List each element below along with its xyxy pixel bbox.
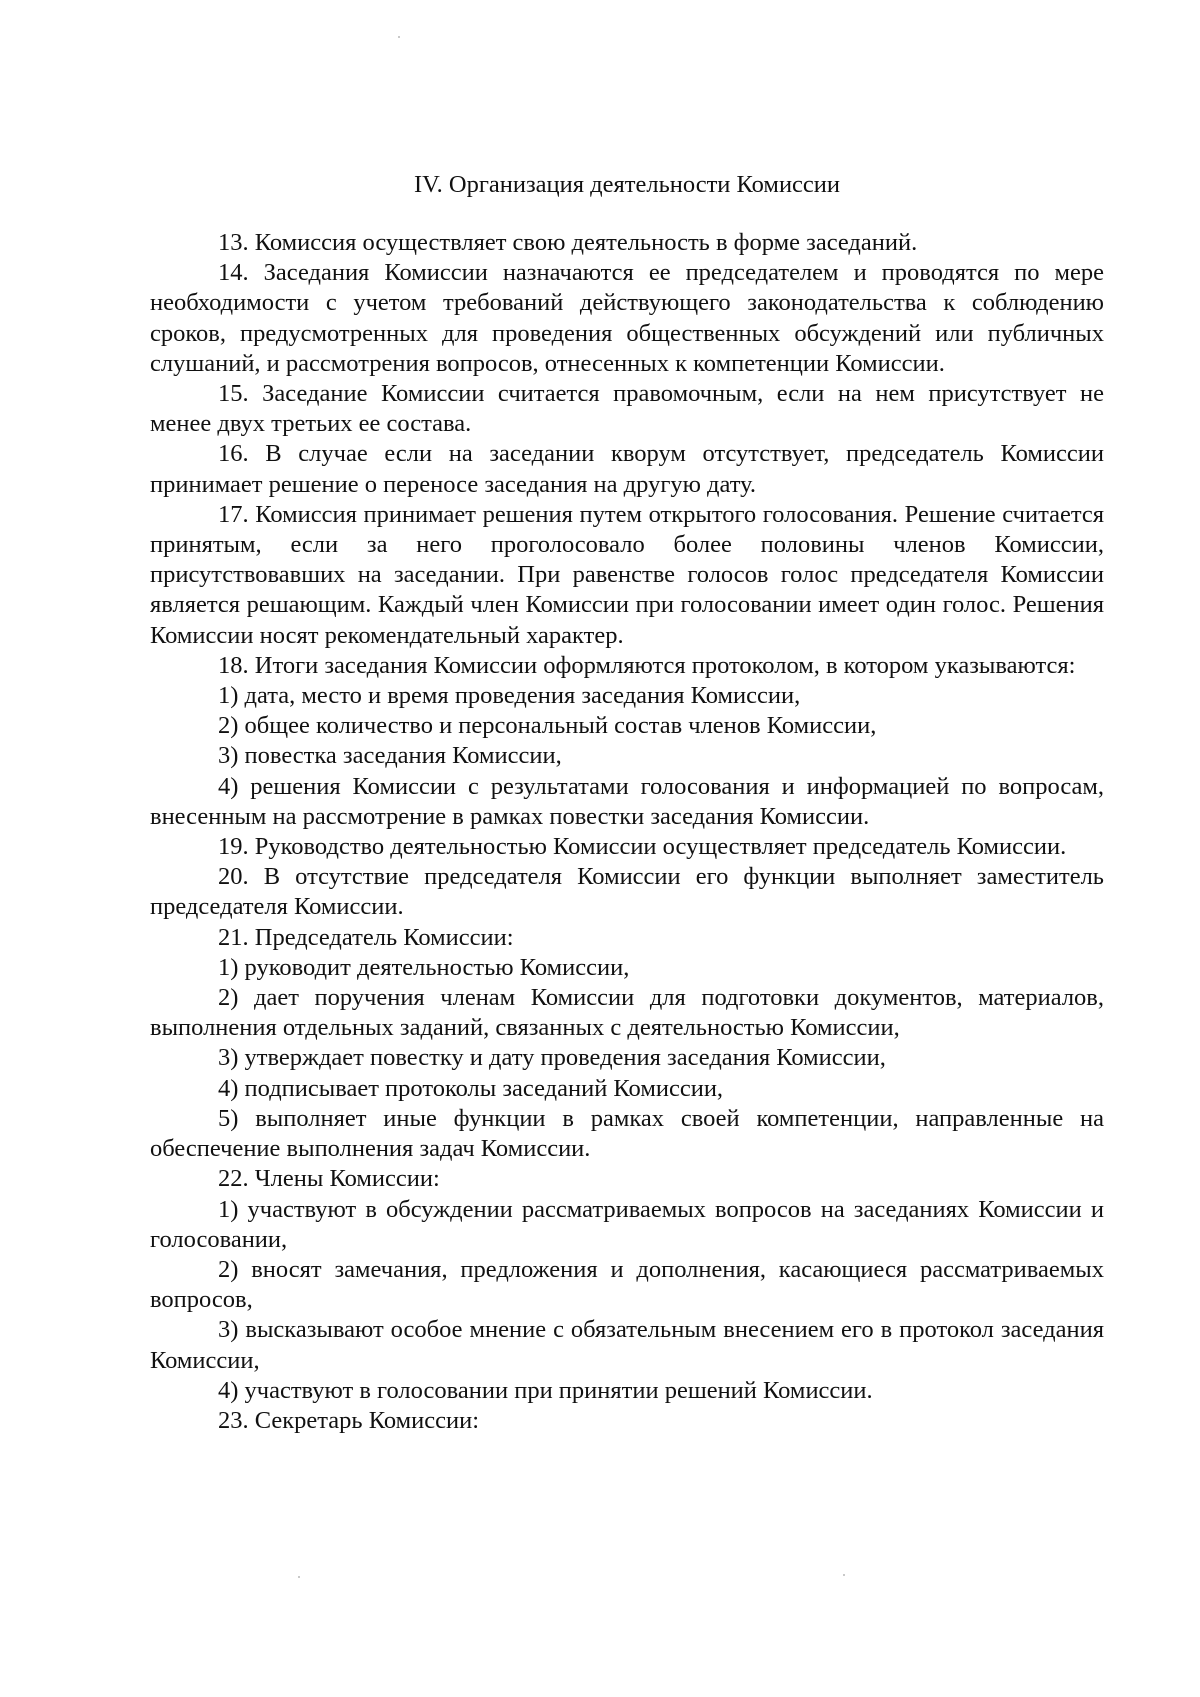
paragraph-17: 17. Комиссия принимает решения путем открытого голосования. Решение считается принятым, если за него проголосовало более половины членов Комиссии, присутствовавших на заседании. При равенстве голосов голос председателя Комиссии является решающим. Каждый член Комиссии при голосовании имеет один голос. Решения Комиссии носят рекомендательный характер. [150,500,1104,649]
paragraph-15: 15. Заседание Комиссии считается правомочным, если на нем присутствует не менее двух третьих ее состава. [150,380,1104,438]
list-item-21-5: 5) выполняет иные функции в рамках своей компетенции, направленные на обеспечение выполнения задач Комиссии. [150,1104,1104,1163]
list-item-18-3: 3) повестка заседания Комиссии, [218,742,562,770]
list-item-21-4: 4) подписывает протоколы заседаний Комиссии, [218,1074,724,1102]
paragraph-19: 19. Руководство деятельностью Комиссии осуществляет председатель Комиссии. [218,833,1067,861]
paragraph-23: 23. Секретарь Комиссии: [218,1406,480,1434]
list-item-18-2: 2) общее количество и персональный состав членов Комиссии, [218,712,877,740]
list-item-21-2: 2) дает поручения членам Комиссии для подготовки документов, материалов, выполнения отдельных заданий, связанных с деятельностью Комиссии, [150,984,1104,1042]
list-item-22-1: 1) участвуют в обсуждении рассматриваемых вопросов на заседаниях Комиссии и голосовании, [150,1195,1104,1253]
paragraph-18: 18. Итоги заседания Комиссии оформляются протоколом, в котором указываются: [218,651,1076,679]
list-item-22-4: 4) участвуют в голосовании при принятии решений Комиссии. [218,1376,873,1404]
paragraph-22: 22. Члены Комиссии: [218,1165,440,1193]
paragraph-14: 14. Заседания Комиссии назначаются ее председателем и проводятся по мере необходимости с учетом требований действующего законодательства к соблюдению сроков, предусмотренных для проведения общественных обсуждений или публичных слушаний, и рассмотрения вопросов, отнесенных к компетенции Комиссии. [150,259,1104,377]
list-item-18-4: 4) решения Комиссии с результатами голосования и информацией по вопросам, внесенным на рассмотрение в рамках повестки заседания Комиссии. [150,772,1104,830]
paragraph-21: 21. Председатель Комиссии: [218,923,514,951]
list-item-22-2: 2) вносят замечания, предложения и дополнения, касающиеся рассматриваемых вопросов, [150,1255,1104,1314]
document-body [150,170,1104,1436]
list-item-21-3: 3) утверждает повестку и дату проведения заседания Комиссии, [218,1044,886,1072]
scan-speck-top [398,36,400,38]
paragraph-13: 13. Комиссия осуществляет свою деятельность в форме заседаний. [218,229,918,256]
scan-speck-bottom-left [298,1576,300,1578]
list-item-22-3: 3) высказывают особое мнение с обязательным внесением его в протокол заседания Комиссии, [150,1316,1104,1374]
list-item-18-1: 1) дата, место и время проведения заседания Комиссии, [218,682,801,710]
list-item-21-1: 1) руководит деятельностью Комиссии, [218,953,630,981]
section-title: IV. Организация деятельности Комиссии [413,171,841,198]
scan-speck-bottom-right [843,1574,845,1576]
paragraph-20: 20. В отсутствие председателя Комиссии его функции выполняет заместитель председателя Комиссии. [150,863,1104,921]
paragraph-16: 16. В случае если на заседании кворум отсутствует, председатель Комиссии принимает решение о переносе заседания на другую дату. [150,440,1104,498]
